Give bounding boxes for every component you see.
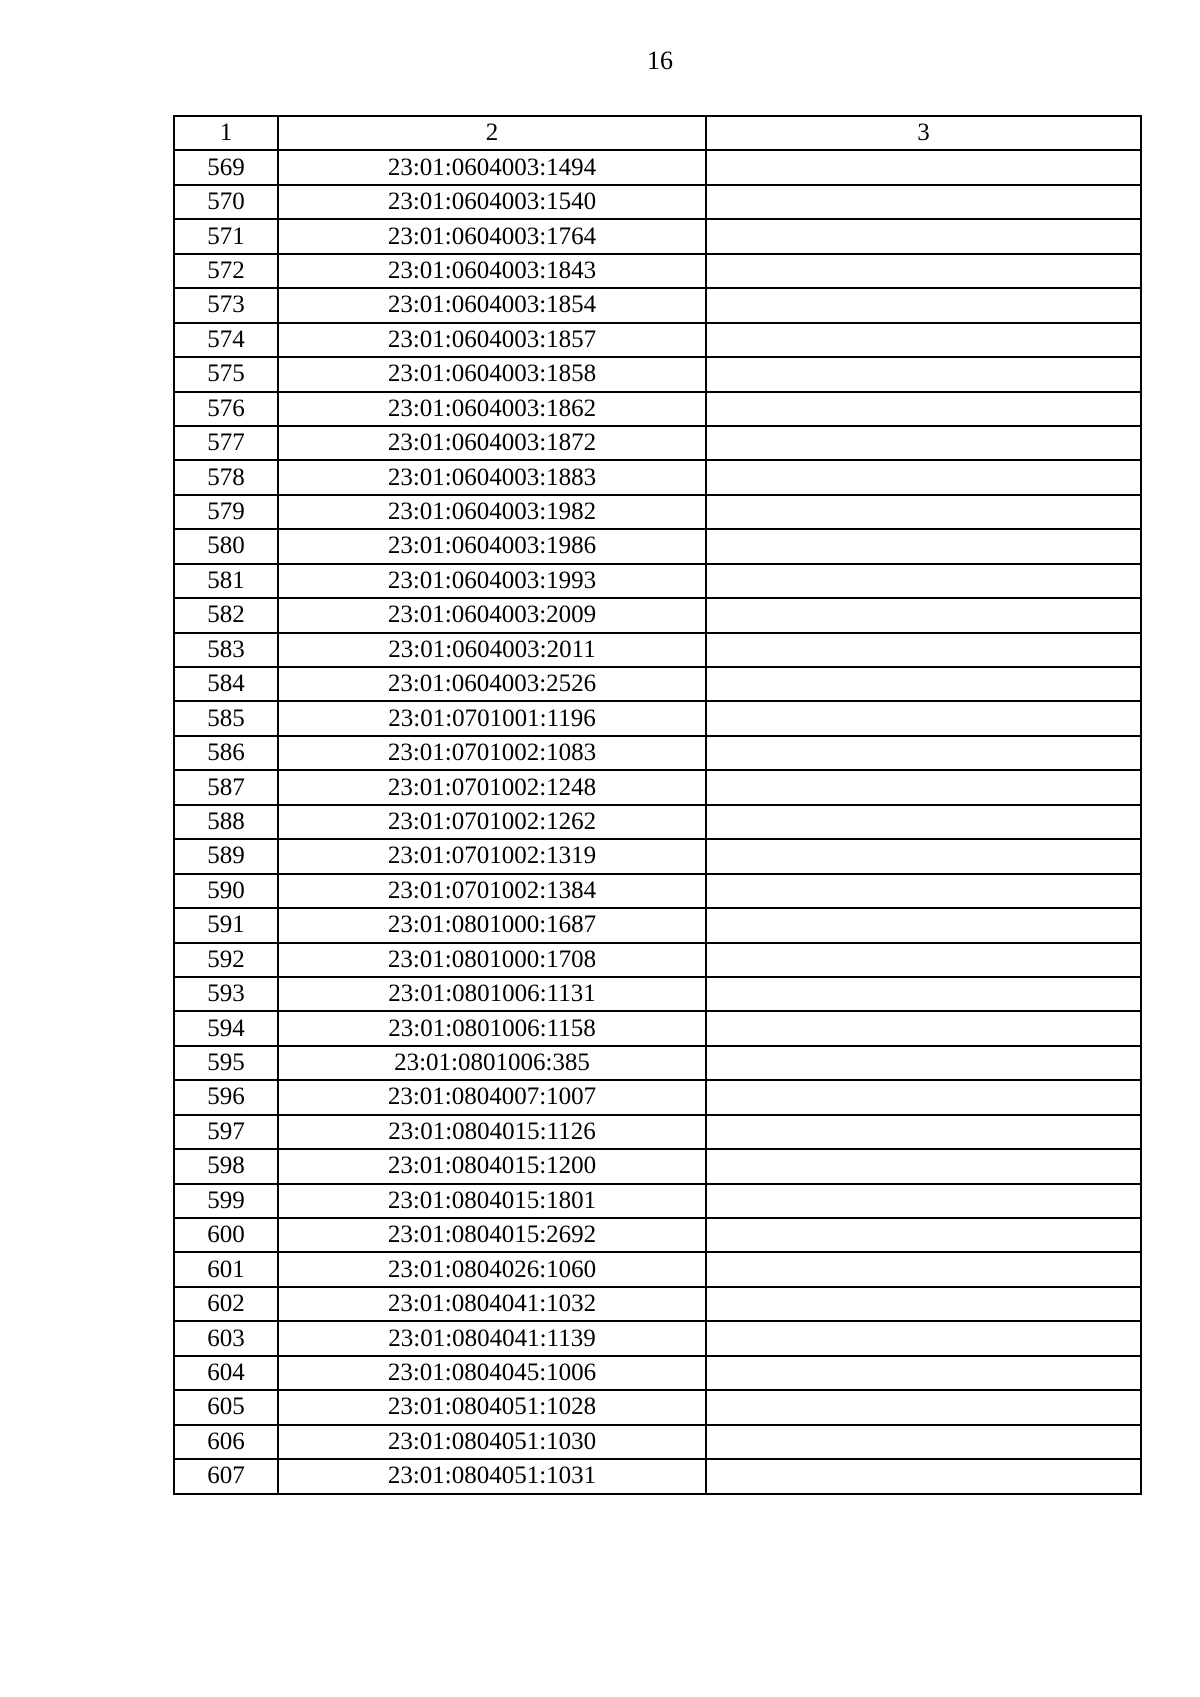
cadastral-number-cell: 23:01:0801000:1708	[278, 943, 706, 977]
table-row	[174, 1321, 1141, 1355]
data-table	[173, 115, 1142, 1495]
row-number-cell: 595	[174, 1046, 278, 1080]
page-number: 16	[647, 46, 673, 75]
table-row	[174, 874, 1141, 908]
cadastral-number-cell: 23:01:0804015:1126	[278, 1115, 706, 1149]
row-number-cell: 572	[174, 254, 278, 288]
table-row	[174, 1459, 1141, 1493]
table-row	[174, 1252, 1141, 1286]
row-number-cell: 581	[174, 564, 278, 598]
cadastral-number-cell: 23:01:0604003:1764	[278, 219, 706, 253]
cadastral-number-cell: 23:01:0701002:1319	[278, 839, 706, 873]
cadastral-number-cell: 23:01:0604003:1883	[278, 460, 706, 494]
note-cell	[706, 1080, 1141, 1114]
note-cell	[706, 1011, 1141, 1045]
cadastral-number-cell: 23:01:0604003:1993	[278, 564, 706, 598]
cadastral-number-cell: 23:01:0701001:1196	[278, 701, 706, 735]
note-cell	[706, 805, 1141, 839]
row-number-cell: 583	[174, 633, 278, 667]
cadastral-number-cell: 23:01:0604003:1494	[278, 150, 706, 184]
table-row	[174, 254, 1141, 288]
cadastral-number-cell: 23:01:0604003:1540	[278, 185, 706, 219]
table-header	[174, 116, 1141, 150]
row-number-cell: 577	[174, 426, 278, 460]
row-number-cell: 600	[174, 1218, 278, 1252]
row-number-cell: 588	[174, 805, 278, 839]
cadastral-number-cell: 23:01:0804041:1139	[278, 1321, 706, 1355]
table-row	[174, 977, 1141, 1011]
cadastral-number-cell: 23:01:0604003:1857	[278, 323, 706, 357]
table-row	[174, 1080, 1141, 1114]
row-number-cell: 598	[174, 1149, 278, 1183]
note-cell	[706, 529, 1141, 563]
row-number-cell: 601	[174, 1252, 278, 1286]
table-row	[174, 770, 1141, 804]
note-cell	[706, 288, 1141, 322]
table-row	[174, 357, 1141, 391]
note-cell	[706, 1149, 1141, 1183]
table-row	[174, 185, 1141, 219]
row-number-cell: 607	[174, 1459, 278, 1493]
cadastral-number-cell: 23:01:0701002:1083	[278, 736, 706, 770]
cadastral-number-cell: 23:01:0804026:1060	[278, 1252, 706, 1286]
cadastral-number-cell: 23:01:0804007:1007	[278, 1080, 706, 1114]
table-row	[174, 323, 1141, 357]
table-row	[174, 219, 1141, 253]
cadastral-number-cell: 23:01:0804051:1028	[278, 1390, 706, 1424]
cadastral-number-cell: 23:01:0604003:1858	[278, 357, 706, 391]
table-row	[174, 460, 1141, 494]
table-row	[174, 736, 1141, 770]
cadastral-number-cell: 23:01:0701002:1262	[278, 805, 706, 839]
table-row	[174, 1149, 1141, 1183]
row-number-cell: 570	[174, 185, 278, 219]
note-cell	[706, 667, 1141, 701]
note-cell	[706, 185, 1141, 219]
table-row	[174, 1287, 1141, 1321]
row-number-cell: 574	[174, 323, 278, 357]
row-number-cell: 606	[174, 1425, 278, 1459]
row-number-cell: 591	[174, 908, 278, 942]
cadastral-number-cell: 23:01:0604003:2011	[278, 633, 706, 667]
row-number-cell: 579	[174, 495, 278, 529]
row-number-cell: 580	[174, 529, 278, 563]
table-row	[174, 1046, 1141, 1080]
table-row	[174, 667, 1141, 701]
column-header-2: 2	[278, 116, 706, 150]
row-number-cell: 592	[174, 943, 278, 977]
row-number-cell: 576	[174, 392, 278, 426]
row-number-cell: 593	[174, 977, 278, 1011]
table-row	[174, 701, 1141, 735]
note-cell	[706, 460, 1141, 494]
note-cell	[706, 426, 1141, 460]
cadastral-number-cell: 23:01:0701002:1248	[278, 770, 706, 804]
note-cell	[706, 323, 1141, 357]
note-cell	[706, 254, 1141, 288]
row-number-cell: 585	[174, 701, 278, 735]
note-cell	[706, 150, 1141, 184]
cadastral-number-cell: 23:01:0804051:1030	[278, 1425, 706, 1459]
cadastral-number-cell: 23:01:0801006:1158	[278, 1011, 706, 1045]
table-row	[174, 1425, 1141, 1459]
note-cell	[706, 1390, 1141, 1424]
cadastral-number-cell: 23:01:0801006:1131	[278, 977, 706, 1011]
table-row	[174, 392, 1141, 426]
table-body	[174, 150, 1141, 1493]
table-row	[174, 598, 1141, 632]
row-number-cell: 573	[174, 288, 278, 322]
cadastral-number-cell: 23:01:0604003:1986	[278, 529, 706, 563]
note-cell	[706, 874, 1141, 908]
cadastral-number-cell: 23:01:0604003:1982	[278, 495, 706, 529]
table-row	[174, 426, 1141, 460]
note-cell	[706, 219, 1141, 253]
note-cell	[706, 1252, 1141, 1286]
row-number-cell: 594	[174, 1011, 278, 1045]
cadastral-number-cell: 23:01:0801000:1687	[278, 908, 706, 942]
note-cell	[706, 495, 1141, 529]
note-cell	[706, 1115, 1141, 1149]
cadastral-number-cell: 23:01:0804015:1801	[278, 1184, 706, 1218]
row-number-cell: 599	[174, 1184, 278, 1218]
note-cell	[706, 908, 1141, 942]
row-number-cell: 604	[174, 1356, 278, 1390]
table-row	[174, 1356, 1141, 1390]
cadastral-number-cell: 23:01:0604003:2526	[278, 667, 706, 701]
row-number-cell: 602	[174, 1287, 278, 1321]
note-cell	[706, 977, 1141, 1011]
cadastral-number-cell: 23:01:0604003:1862	[278, 392, 706, 426]
cadastral-number-cell: 23:01:0604003:2009	[278, 598, 706, 632]
column-header-3: 3	[706, 116, 1141, 150]
table-row	[174, 564, 1141, 598]
row-number-cell: 586	[174, 736, 278, 770]
cadastral-number-cell: 23:01:0604003:1843	[278, 254, 706, 288]
row-number-cell: 584	[174, 667, 278, 701]
note-cell	[706, 1459, 1141, 1493]
table-row	[174, 1011, 1141, 1045]
cadastral-number-cell: 23:01:0804015:1200	[278, 1149, 706, 1183]
cadastral-number-cell: 23:01:0701002:1384	[278, 874, 706, 908]
row-number-cell: 575	[174, 357, 278, 391]
row-number-cell: 569	[174, 150, 278, 184]
note-cell	[706, 564, 1141, 598]
row-number-cell: 590	[174, 874, 278, 908]
note-cell	[706, 1321, 1141, 1355]
cadastral-number-cell: 23:01:0604003:1872	[278, 426, 706, 460]
row-number-cell: 571	[174, 219, 278, 253]
cadastral-number-cell: 23:01:0804041:1032	[278, 1287, 706, 1321]
cadastral-number-cell: 23:01:0804051:1031	[278, 1459, 706, 1493]
table-row	[174, 495, 1141, 529]
row-number-cell: 589	[174, 839, 278, 873]
table-row	[174, 529, 1141, 563]
note-cell	[706, 943, 1141, 977]
note-cell	[706, 633, 1141, 667]
note-cell	[706, 1425, 1141, 1459]
row-number-cell: 587	[174, 770, 278, 804]
table-row	[174, 288, 1141, 322]
note-cell	[706, 598, 1141, 632]
row-number-cell: 605	[174, 1390, 278, 1424]
table-row	[174, 1218, 1141, 1252]
note-cell	[706, 1046, 1141, 1080]
note-cell	[706, 1218, 1141, 1252]
row-number-cell: 597	[174, 1115, 278, 1149]
note-cell	[706, 839, 1141, 873]
row-number-cell: 582	[174, 598, 278, 632]
note-cell	[706, 1287, 1141, 1321]
cadastral-number-cell: 23:01:0801006:385	[278, 1046, 706, 1080]
row-number-cell: 578	[174, 460, 278, 494]
row-number-cell: 596	[174, 1080, 278, 1114]
cadastral-number-cell: 23:01:0604003:1854	[278, 288, 706, 322]
table-row	[174, 908, 1141, 942]
note-cell	[706, 357, 1141, 391]
table-row	[174, 1390, 1141, 1424]
row-number-cell: 603	[174, 1321, 278, 1355]
column-header-1: 1	[174, 116, 278, 150]
note-cell	[706, 1356, 1141, 1390]
note-cell	[706, 701, 1141, 735]
cadastral-number-cell: 23:01:0804045:1006	[278, 1356, 706, 1390]
note-cell	[706, 736, 1141, 770]
table-row	[174, 1115, 1141, 1149]
note-cell	[706, 392, 1141, 426]
table-row	[174, 150, 1141, 184]
table-row	[174, 943, 1141, 977]
cadastral-number-cell: 23:01:0804015:2692	[278, 1218, 706, 1252]
table-row	[174, 1184, 1141, 1218]
note-cell	[706, 770, 1141, 804]
table-row	[174, 633, 1141, 667]
table-row	[174, 839, 1141, 873]
table-row	[174, 805, 1141, 839]
note-cell	[706, 1184, 1141, 1218]
header-row	[174, 116, 1141, 150]
